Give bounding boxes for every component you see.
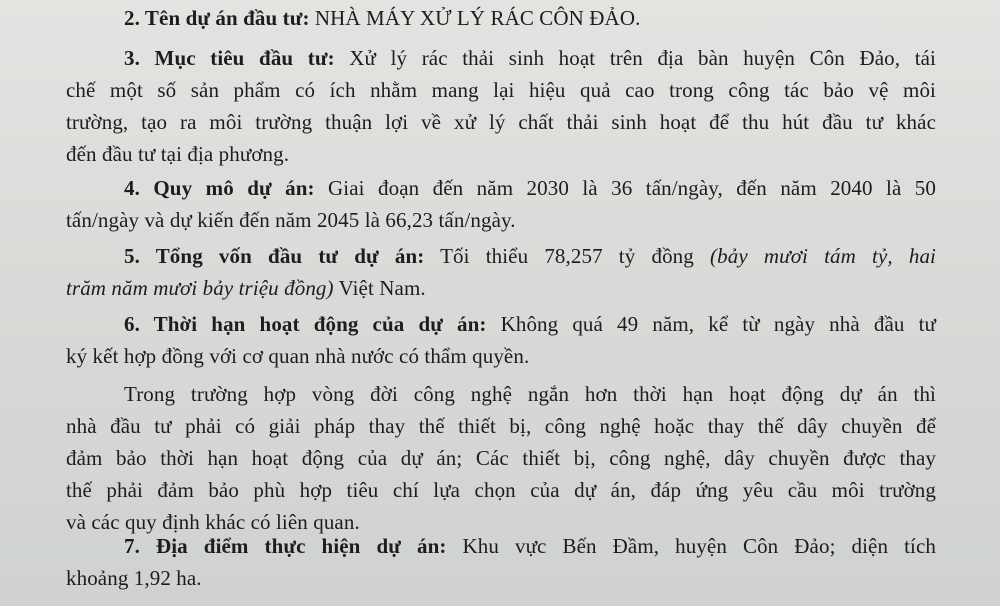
- section-technology-lifecycle: [66, 378, 936, 538]
- capital-label: 5. Tổng vốn đầu tư dự án:: [124, 244, 425, 268]
- section-operation-term: [66, 308, 936, 372]
- objective-line-2: chế một số sản phẩm có ích nhằm mang lại hiệu quả cao trong công tác bảo vệ môi: [66, 78, 936, 102]
- lifecycle-line-4: thế phải đảm bảo phù hợp tiêu chí lựa chọn của dự án, đáp ứng yêu cầu môi trường: [66, 478, 936, 502]
- scale-label: 4. Quy mô dự án:: [124, 176, 315, 200]
- capital-italic-2: trăm năm mươi bảy triệu đồng): [66, 276, 334, 300]
- location-label: 7. Địa điểm thực hiện dự án:: [124, 534, 447, 558]
- objective-text-1: Xử lý rác thải sinh hoạt trên địa bàn huyện Côn Đảo, tái: [349, 46, 936, 70]
- lifecycle-line-3: đảm bảo thời hạn hoạt động của dự án; Các thiết bị, công nghệ, dây chuyền được thay: [66, 446, 936, 470]
- scale-line-1: [66, 172, 936, 204]
- capital-text-2: Việt Nam.: [338, 276, 426, 300]
- project-name-label: 2. Tên dự án đầu tư:: [124, 6, 310, 30]
- location-line-1: [66, 530, 936, 562]
- capital-line-1: [66, 240, 936, 272]
- section-investment-objective: [66, 42, 936, 170]
- capital-line-2: [66, 272, 936, 304]
- objective-line-3: trường, tạo ra môi trường thuận lợi về xử lý chất thải sinh hoạt để thu hút đầu tư khác: [66, 110, 936, 134]
- objective-label: 3. Mục tiêu đầu tư:: [124, 46, 335, 70]
- scale-line-2: tấn/ngày và dự kiến đến năm 2045 là 66,23 tấn/ngày.: [66, 208, 516, 232]
- objective-line-4: đến đầu tư tại địa phương.: [66, 142, 290, 166]
- project-name-line: [66, 2, 936, 34]
- location-line-2: khoảng 1,92 ha.: [66, 566, 202, 590]
- term-line-1: [66, 308, 936, 340]
- section-project-location: [66, 530, 936, 594]
- lifecycle-line-5: và các quy định khác có liên quan.: [66, 510, 360, 534]
- section-project-name: [66, 2, 936, 34]
- lifecycle-line-2: nhà đầu tư phải có giải pháp thay thế thiết bị, công nghệ hoặc thay thế dây chuyền để: [66, 414, 936, 438]
- term-text-1: Không quá 49 năm, kể từ ngày nhà đầu tư: [500, 312, 936, 336]
- scale-text-1: Giai đoạn đến năm 2030 là 36 tấn/ngày, đến năm 2040 là 50: [328, 176, 936, 200]
- lifecycle-line-1: Trong trường hợp vòng đời công nghệ ngắn hơn thời hạn hoạt động dự án thì: [124, 382, 936, 406]
- capital-italic-1: (bảy mươi tám tỷ, hai: [710, 244, 936, 268]
- project-name-value: NHÀ MÁY XỬ LÝ RÁC CÔN ĐẢO.: [314, 6, 641, 30]
- term-label: 6. Thời hạn hoạt động của dự án:: [124, 312, 487, 336]
- location-text-1: Khu vực Bến Đầm, huyện Côn Đảo; diện tích: [462, 534, 936, 558]
- capital-text-1: Tối thiểu 78,257 tỷ đồng: [440, 244, 694, 268]
- section-total-capital: [66, 240, 936, 304]
- section-project-scale: [66, 172, 936, 236]
- term-line-2: ký kết hợp đồng với cơ quan nhà nước có thẩm quyền.: [66, 344, 530, 368]
- objective-line-1: [66, 42, 936, 74]
